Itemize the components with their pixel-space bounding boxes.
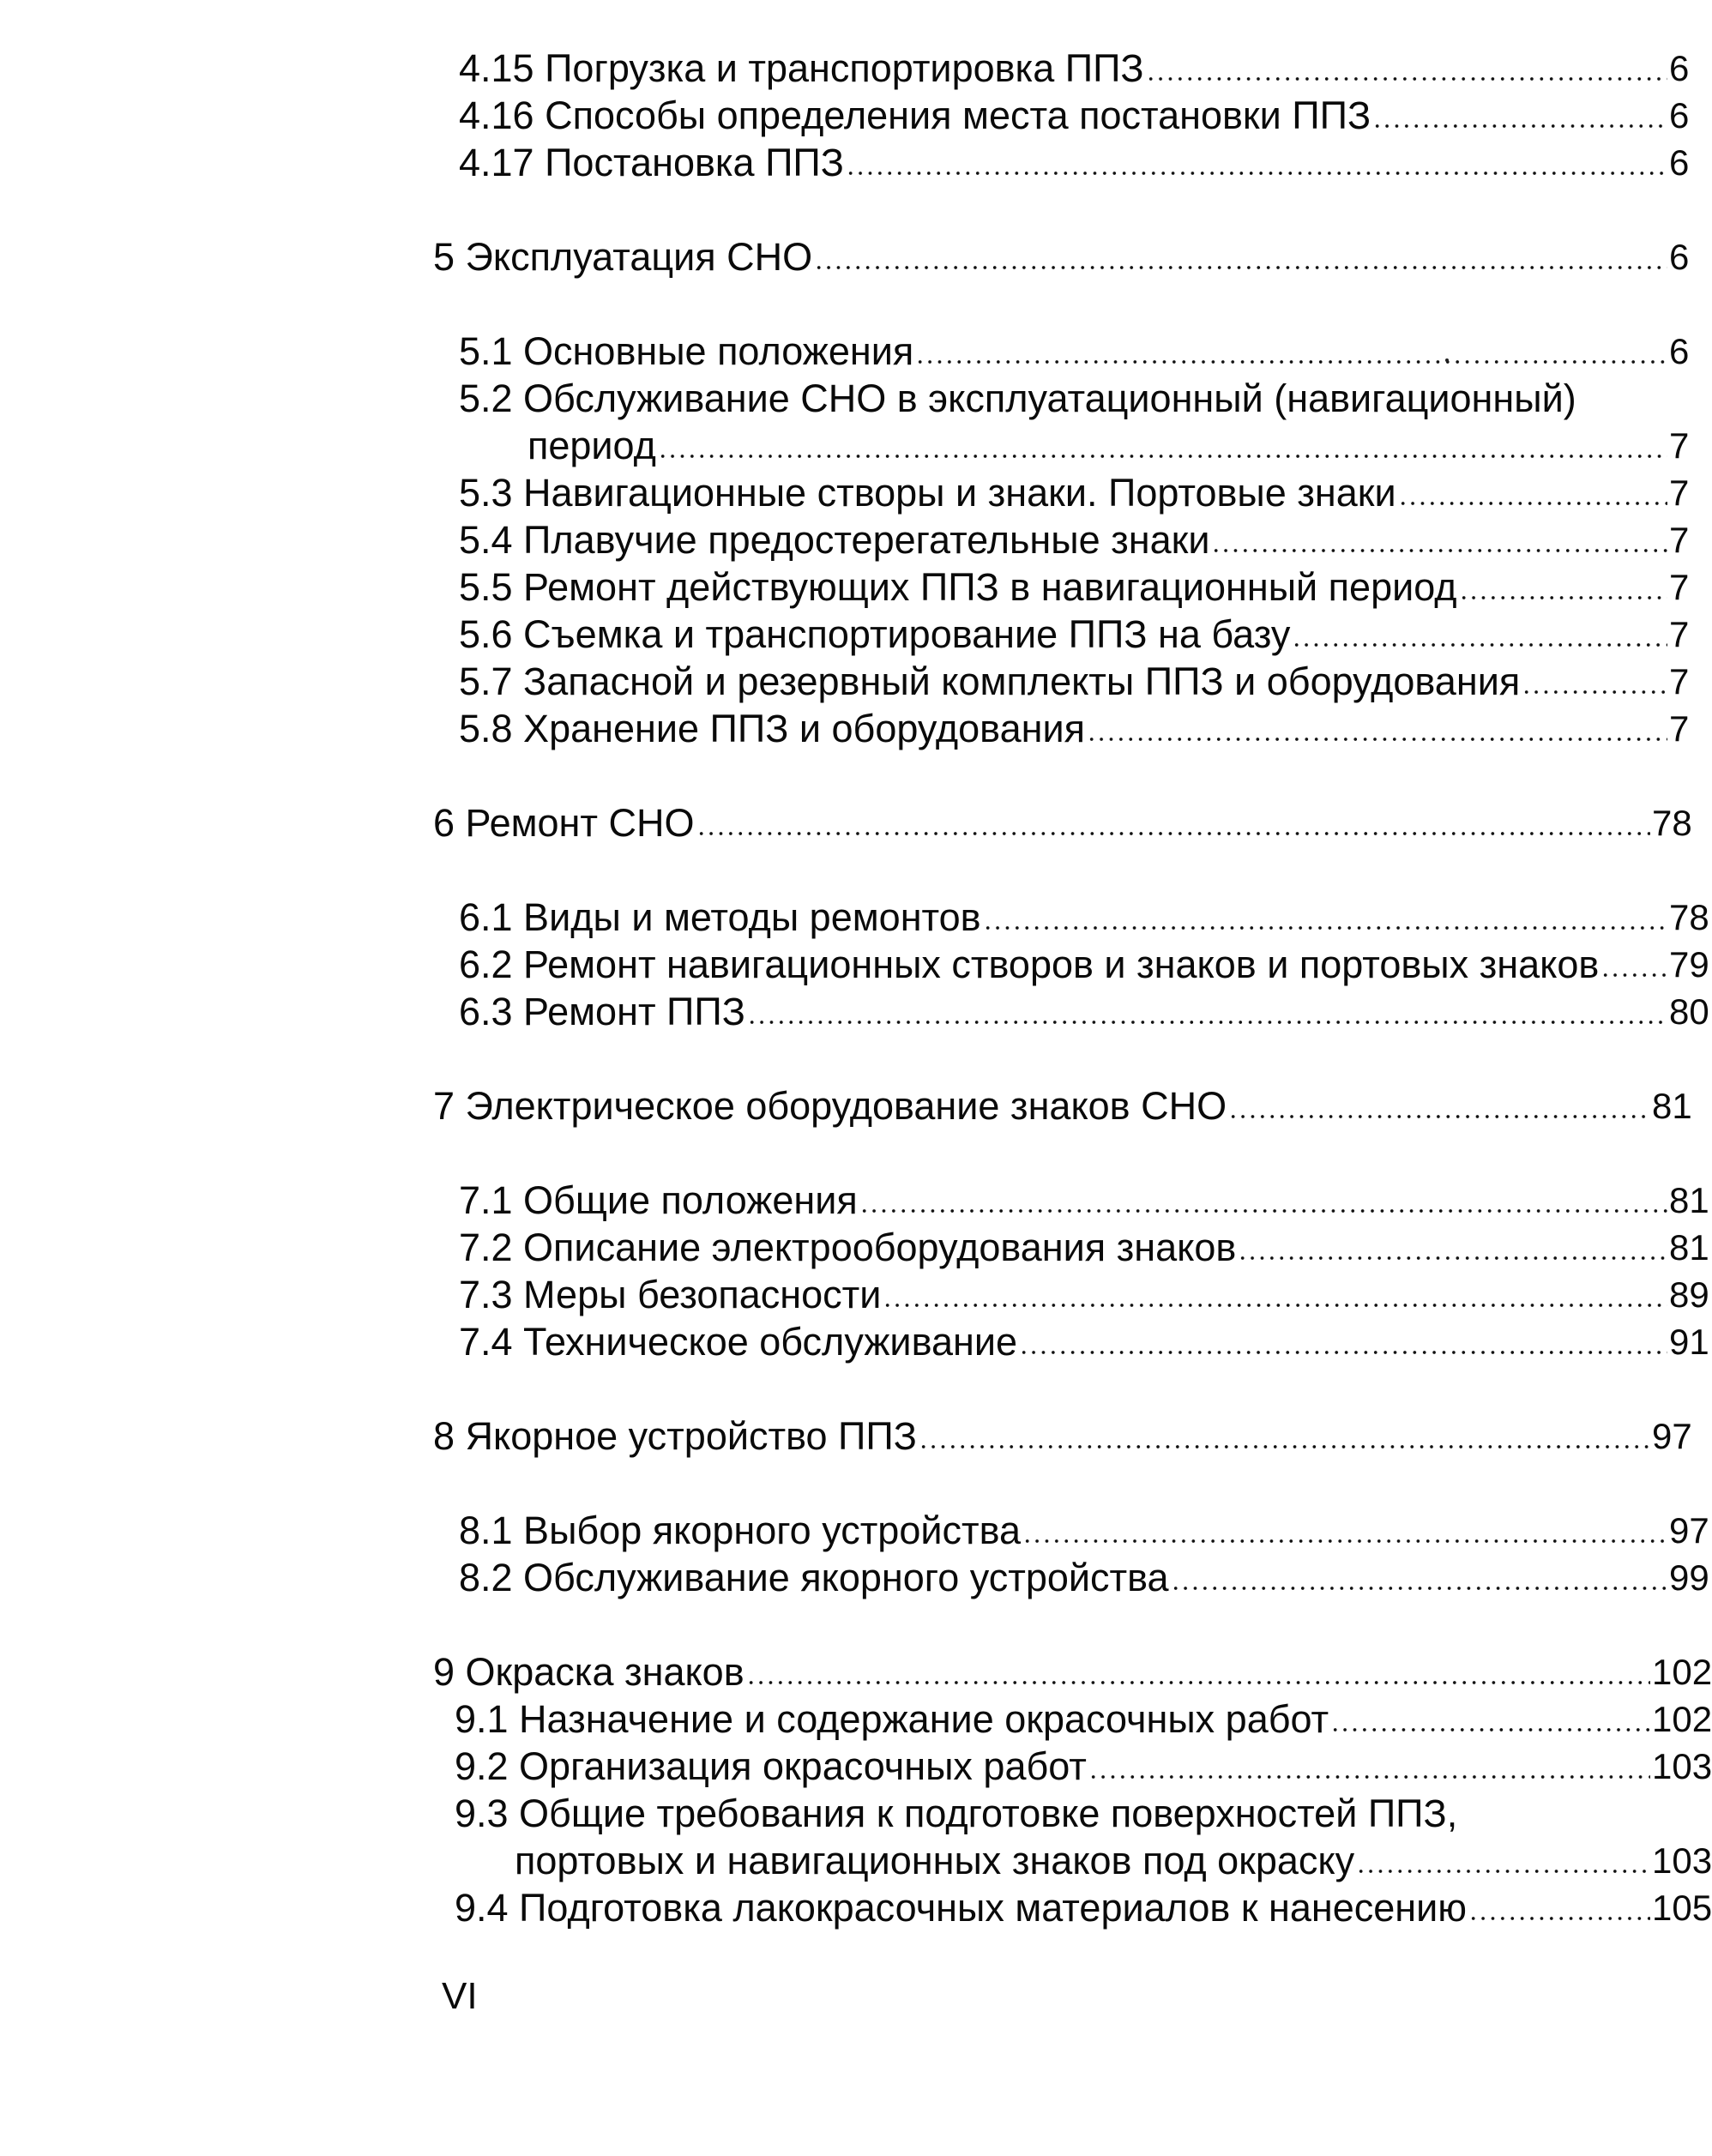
toc-entry-page: 81 [1669, 1180, 1709, 1220]
toc-entry-title: 7.3 Меры безопасности [459, 1273, 882, 1316]
toc-section-title: 6 Ремонт СНО [433, 801, 695, 845]
spacer [433, 846, 1690, 894]
dot-leader [1022, 1538, 1667, 1545]
dot-leader [919, 1443, 1650, 1450]
toc-entry-page: 89 [1669, 1274, 1709, 1315]
spacer [433, 1460, 1690, 1507]
toc-entry-5-5[interactable] [433, 563, 1690, 611]
toc-entry-5-1[interactable] [433, 328, 1690, 375]
toc-entry-title: 8.2 Обслуживание якорного устройства [459, 1556, 1169, 1599]
toc-entry-title: 9.3 Общие требования к подготовке поверхностей ППЗ, [455, 1792, 1458, 1835]
toc-entry-title: 9.2 Организация окрасочных работ [455, 1744, 1087, 1788]
spacer [433, 1365, 1690, 1412]
toc-section-8[interactable] [433, 1412, 1690, 1460]
toc-entry-title: 5.6 Съемка и транспортирование ППЗ на базу [459, 612, 1291, 656]
toc-section-page: 6 [1669, 237, 1690, 277]
toc-section-title: 9 Окраска знаков [433, 1650, 744, 1694]
toc-entry-page: 97 [1669, 1510, 1709, 1551]
toc-entry-8-2[interactable] [433, 1554, 1709, 1601]
toc-entry-title: 5.2 Обслуживание СНО в эксплуатационный (навигационный) [459, 376, 1576, 420]
dot-leader [658, 453, 1667, 460]
dot-leader [1468, 1915, 1650, 1922]
spacer [433, 752, 1690, 799]
toc-entry-4-17[interactable] [433, 139, 1690, 186]
dot-leader [1356, 1868, 1650, 1875]
toc-section-title: 8 Якорное устройство ППЗ [433, 1414, 917, 1458]
toc-entry-title: 5.7 Запасной и резервный комплекты ППЗ и оборудования [459, 659, 1521, 703]
dot-leader [1211, 547, 1667, 554]
dot-leader [1088, 1774, 1650, 1780]
toc-entry-page: 7 [1669, 520, 1690, 560]
spacer [433, 280, 1690, 328]
toc-entry-page: 6 [1669, 48, 1690, 88]
dot-leader [747, 1019, 1667, 1026]
toc-entry-page: 79 [1669, 944, 1709, 985]
toc-entry-page: 103 [1652, 1746, 1712, 1786]
dot-leader [1330, 1726, 1650, 1733]
toc-entry-7-3[interactable] [433, 1271, 1709, 1318]
toc-entry-page: 7 [1669, 473, 1690, 513]
toc-entry-page: 105 [1652, 1888, 1712, 1928]
toc-entry-title: 6.3 Ремонт ППЗ [459, 990, 745, 1033]
toc-section-page: 81 [1652, 1086, 1692, 1126]
dot-leader [1522, 689, 1667, 696]
toc-entry-title: 5.4 Плавучие предостерегательные знаки [459, 518, 1210, 562]
dot-leader [1600, 972, 1667, 979]
toc-entry-5-6[interactable] [433, 611, 1690, 658]
toc-section-6[interactable] [433, 799, 1690, 846]
toc-section-page: 102 [1652, 1652, 1712, 1692]
toc-section-title: 7 Электрическое оборудование знаков СНО [433, 1084, 1227, 1128]
dot-leader [983, 924, 1667, 931]
toc-entry-page: 7 [1669, 708, 1690, 749]
table-of-contents [433, 45, 1712, 1931]
toc-section-7[interactable] [433, 1082, 1690, 1129]
dot-leader [1171, 1585, 1667, 1592]
spacer [433, 1129, 1690, 1177]
toc-entry-9-3-cont[interactable] [433, 1837, 1712, 1884]
toc-entry-page: 7 [1669, 614, 1690, 654]
toc-entry-page: 80 [1669, 991, 1709, 1032]
toc-entry-5-7[interactable] [433, 658, 1690, 705]
toc-entry-title-cont: период [527, 424, 656, 467]
toc-section-page: 97 [1652, 1416, 1692, 1456]
dot-leader [1459, 594, 1667, 601]
toc-entry-title: 7.2 Описание электрооборудования знаков [459, 1226, 1237, 1269]
dot-leader [1398, 500, 1667, 507]
toc-entry-title: 5.8 Хранение ППЗ и оборудования [459, 707, 1085, 750]
toc-entry-title: 9.1 Назначение и содержание окрасочных работ [455, 1697, 1329, 1741]
dot-leader [846, 170, 1667, 177]
toc-section-9[interactable] [433, 1648, 1712, 1695]
print-speck [1445, 358, 1449, 362]
toc-entry-4-15[interactable] [433, 45, 1690, 92]
dot-leader [1292, 641, 1667, 648]
toc-entry-page: 7 [1669, 661, 1690, 702]
dot-leader [1087, 736, 1667, 743]
toc-entry-5-3[interactable] [433, 469, 1690, 516]
toc-entry-page: 7 [1669, 567, 1690, 607]
toc-entry-title: 8.1 Выбор якорного устройства [459, 1509, 1022, 1552]
toc-entry-9-2[interactable] [433, 1743, 1712, 1790]
toc-entry-title: 4.16 Способы определения места постановки ППЗ [459, 93, 1371, 137]
toc-entry-title-cont: портовых и навигационных знаков под окраску [515, 1839, 1355, 1882]
toc-section-title: 5 Эксплуатация СНО [433, 235, 813, 279]
toc-entry-title: 4.15 Погрузка и транспортировка ППЗ [459, 46, 1144, 90]
toc-entry-page: 103 [1652, 1840, 1712, 1881]
toc-entry-page: 78 [1669, 897, 1709, 937]
toc-entry-7-2[interactable] [433, 1224, 1709, 1271]
toc-entry-page: 102 [1652, 1699, 1712, 1739]
dot-leader [859, 1207, 1667, 1214]
toc-entry-5-2-cont[interactable] [433, 422, 1690, 469]
toc-section-5[interactable] [433, 233, 1690, 280]
toc-entry-page: 6 [1669, 95, 1690, 136]
toc-entry-4-16[interactable] [433, 92, 1690, 139]
toc-entry-9-4[interactable] [433, 1884, 1712, 1931]
toc-entry-7-1[interactable] [433, 1177, 1709, 1224]
toc-entry-page: 6 [1669, 331, 1690, 371]
spacer [433, 1035, 1690, 1082]
dot-leader [1372, 123, 1667, 129]
toc-entry-title: 5.3 Навигационные створы и знаки. Портовые знаки [459, 471, 1396, 515]
page-number-footer: VI [442, 1975, 478, 2017]
toc-entry-title: 5.1 Основные положения [459, 329, 914, 373]
toc-entry-8-1[interactable] [433, 1507, 1709, 1554]
toc-entry-title: 6.1 Виды и методы ремонтов [459, 895, 981, 939]
toc-entry-title: 4.17 Постановка ППЗ [459, 141, 844, 184]
toc-entry-6-1[interactable] [433, 894, 1709, 941]
toc-entry-9-3[interactable] [433, 1790, 1690, 1837]
toc-entry-6-2[interactable] [433, 941, 1709, 988]
dot-leader [1146, 75, 1667, 82]
toc-entry-page: 7 [1669, 425, 1690, 466]
toc-entry-page: 6 [1669, 142, 1690, 183]
toc-entry-title: 9.4 Подготовка лакокрасочных материалов к нанесению [455, 1886, 1468, 1930]
toc-entry-title: 6.2 Ремонт навигационных створов и знаков и портовых знаков [459, 942, 1600, 986]
toc-entry-title: 5.5 Ремонт действующих ППЗ в навигационный период [459, 565, 1457, 609]
spacer [433, 1601, 1690, 1648]
spacer [433, 186, 1690, 233]
toc-entry-title: 7.4 Техническое обслуживание [459, 1320, 1018, 1364]
toc-entry-6-3[interactable] [433, 988, 1709, 1035]
toc-entry-7-4[interactable] [433, 1318, 1709, 1365]
dot-leader [1019, 1349, 1667, 1356]
toc-entry-5-8[interactable] [433, 705, 1690, 752]
toc-entry-9-1[interactable] [433, 1695, 1712, 1743]
dot-leader [814, 264, 1667, 271]
toc-entry-5-2[interactable] [433, 375, 1690, 422]
dot-leader [696, 830, 1650, 837]
dot-leader [915, 358, 1667, 365]
dot-leader [746, 1679, 1650, 1686]
dot-leader [883, 1302, 1667, 1309]
toc-entry-5-4[interactable] [433, 516, 1690, 563]
dot-leader [1238, 1255, 1667, 1262]
toc-entry-title: 7.1 Общие положения [459, 1178, 858, 1222]
toc-entry-page: 99 [1669, 1557, 1709, 1598]
toc-entry-page: 91 [1669, 1322, 1709, 1362]
dot-leader [1228, 1113, 1650, 1120]
toc-section-page: 78 [1652, 803, 1692, 843]
toc-entry-page: 81 [1669, 1227, 1709, 1268]
